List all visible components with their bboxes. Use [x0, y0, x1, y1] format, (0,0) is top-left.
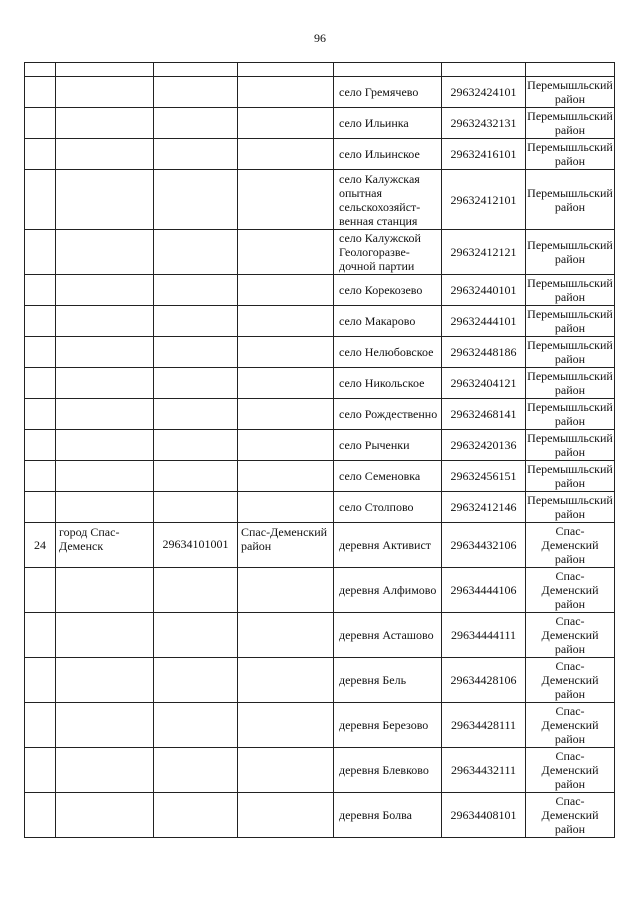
cell: [154, 63, 238, 77]
district-cell: [238, 793, 334, 838]
settlement-cell: село Калужская опытная сельскохозяйст-венная станция: [334, 170, 442, 230]
city-cell: [56, 430, 154, 461]
number-cell: [25, 275, 56, 306]
settlement-cell: деревня Асташово: [334, 613, 442, 658]
okato-cell: [154, 461, 238, 492]
code-cell: 29634408101: [442, 793, 526, 838]
city-cell: [56, 793, 154, 838]
code-cell: 29632468141: [442, 399, 526, 430]
cell: [25, 63, 56, 77]
district-cell: [238, 658, 334, 703]
district-cell: [238, 492, 334, 523]
city-cell: [56, 748, 154, 793]
page-number: 96: [314, 31, 326, 45]
region-cell: Перемышльский район: [526, 230, 615, 275]
region-cell: Перемышльский район: [527, 276, 613, 304]
district-cell: [238, 703, 334, 748]
settlement-cell: село Рыченки: [334, 430, 442, 461]
district-cell: [238, 306, 334, 337]
table-row: [25, 492, 615, 523]
city-cell: [56, 306, 154, 337]
code-cell: 29632444101: [442, 306, 526, 337]
city-cell: [56, 492, 154, 523]
code-cell: 29634444111: [442, 613, 526, 658]
city-cell: [56, 77, 154, 108]
region-cell: Перемышльский район: [527, 338, 613, 366]
city-cell: город Спас-Деменск: [56, 523, 154, 568]
region-cell: Перемышльский район: [527, 109, 613, 137]
okato-cell: [154, 170, 238, 230]
city-cell: [56, 399, 154, 430]
okato-cell: [154, 658, 238, 703]
number-cell: [25, 108, 56, 139]
okato-cell: [154, 275, 238, 306]
district-cell: [238, 170, 334, 230]
cell: [334, 63, 442, 77]
table-row: [25, 461, 615, 492]
code-cell: 29632432131: [442, 108, 526, 139]
number-cell: [25, 568, 56, 613]
cell: [238, 63, 334, 77]
settlement-cell: село Калужской Геологоразве-дочной партии: [334, 230, 442, 275]
district-cell: [238, 139, 334, 170]
code-cell: 29632424101: [442, 77, 526, 108]
okato-cell: [154, 108, 238, 139]
table-row: [25, 430, 615, 461]
number-cell: [25, 170, 56, 230]
table-row: [25, 368, 615, 399]
code-cell: 29634444106: [442, 568, 526, 613]
table-row: [25, 658, 615, 703]
city-cell: [56, 230, 154, 275]
table-body: [25, 63, 615, 838]
region-cell: Спас-Деменский район: [526, 658, 615, 703]
number-cell: [25, 492, 56, 523]
settlement-cell: село Столпово: [334, 492, 442, 523]
district-cell: [238, 368, 334, 399]
header-stub-row: [25, 63, 615, 77]
settlement-cell: деревня Блевково: [334, 748, 442, 793]
region-cell: Перемышльский район: [527, 493, 613, 521]
okato-cell: [154, 793, 238, 838]
code-cell: 29632412121: [442, 230, 526, 275]
okato-cell: 29634101001: [154, 523, 238, 568]
settlement-cell: село Семеновка: [334, 461, 442, 492]
district-cell: [238, 337, 334, 368]
okato-cell: [154, 368, 238, 399]
number-cell: [25, 399, 56, 430]
code-cell: 29632448186: [442, 337, 526, 368]
table-row: [25, 523, 615, 568]
region-cell: Перемышльский район: [527, 140, 613, 168]
table-row: [25, 399, 615, 430]
code-cell: 29634432106: [442, 523, 526, 568]
number-cell: [25, 139, 56, 170]
region-cell: Перемышльский район: [527, 400, 613, 428]
okato-cell: [154, 613, 238, 658]
number-cell: [25, 461, 56, 492]
code-cell: 29632416101: [442, 139, 526, 170]
region-cell: Перемышльский район: [527, 462, 613, 490]
table-row: [25, 230, 615, 275]
number-cell: [25, 306, 56, 337]
city-cell: [56, 108, 154, 139]
code-cell: 29632404121: [442, 368, 526, 399]
table-row: [25, 306, 615, 337]
table-row: [25, 77, 615, 108]
district-cell: Спас-Деменский район: [238, 523, 334, 568]
settlement-cell: деревня Бель: [334, 658, 442, 703]
settlement-cell: село Корекозево: [334, 275, 442, 306]
region-cell: Перемышльский район: [527, 78, 613, 106]
number-cell: [25, 430, 56, 461]
settlement-cell: деревня Болва: [334, 793, 442, 838]
okato-cell: [154, 399, 238, 430]
number-cell: [25, 77, 56, 108]
code-cell: 29632412146: [442, 492, 526, 523]
district-cell: [238, 748, 334, 793]
cell: [526, 63, 615, 77]
settlement-cell: деревня Активист: [334, 523, 442, 568]
number-cell: [25, 230, 56, 275]
table-row: [25, 793, 615, 838]
district-cell: [238, 568, 334, 613]
okato-cell: [154, 492, 238, 523]
district-cell: [238, 275, 334, 306]
okato-cell: [154, 306, 238, 337]
region-cell: Спас-Деменский район: [526, 568, 615, 613]
city-cell: [56, 275, 154, 306]
settlement-cell: село Гремячево: [334, 77, 442, 108]
settlement-cell: село Рождественно: [334, 399, 442, 430]
city-cell: [56, 139, 154, 170]
region-cell: Спас-Деменский район: [526, 793, 615, 838]
code-cell: 29634428111: [442, 703, 526, 748]
city-cell: [56, 368, 154, 399]
region-cell: Перемышльский район: [527, 369, 613, 397]
region-cell: Перемышльский район: [527, 431, 613, 459]
number-cell: [25, 793, 56, 838]
district-cell: [238, 108, 334, 139]
settlement-cell: село Никольское: [334, 368, 442, 399]
settlement-cell: село Нелюбовское: [334, 337, 442, 368]
table-row: [25, 703, 615, 748]
city-cell: [56, 613, 154, 658]
number-cell: [25, 613, 56, 658]
number-cell: [25, 368, 56, 399]
table-row: [25, 275, 615, 306]
table-row: [25, 139, 615, 170]
okato-cell: [154, 703, 238, 748]
region-cell: Спас-Деменский район: [526, 523, 615, 568]
region-cell: Перемышльский район: [526, 170, 615, 230]
district-cell: [238, 230, 334, 275]
region-cell: Спас-Деменский район: [526, 703, 615, 748]
city-cell: [56, 703, 154, 748]
district-cell: [238, 399, 334, 430]
table-row: [25, 337, 615, 368]
code-cell: 29632412101: [442, 170, 526, 230]
number-cell: [25, 337, 56, 368]
number-cell: [25, 748, 56, 793]
okato-cell: [154, 139, 238, 170]
district-cell: [238, 430, 334, 461]
table-row: [25, 748, 615, 793]
code-cell: 29632456151: [442, 461, 526, 492]
okato-cell: [154, 337, 238, 368]
settlements-table: [24, 62, 615, 838]
code-cell: 29632440101: [442, 275, 526, 306]
okato-cell: [154, 748, 238, 793]
number-cell: 24: [25, 523, 56, 568]
settlement-cell: село Ильинское: [334, 139, 442, 170]
district-cell: [238, 77, 334, 108]
city-cell: [56, 337, 154, 368]
table-row: [25, 568, 615, 613]
city-cell: [56, 568, 154, 613]
district-cell: [238, 613, 334, 658]
settlement-cell: село Макарово: [334, 306, 442, 337]
table-row: [25, 108, 615, 139]
number-cell: [25, 658, 56, 703]
cell: [442, 63, 526, 77]
table-row: [25, 613, 615, 658]
city-cell: [56, 658, 154, 703]
cell: [56, 63, 154, 77]
settlement-cell: село Ильинка: [334, 108, 442, 139]
okato-cell: [154, 430, 238, 461]
city-cell: [56, 461, 154, 492]
table-row: [25, 170, 615, 230]
code-cell: 29632420136: [442, 430, 526, 461]
settlement-cell: деревня Алфимово: [334, 568, 442, 613]
number-cell: [25, 703, 56, 748]
okato-cell: [154, 568, 238, 613]
code-cell: 29634428106: [442, 658, 526, 703]
region-cell: Спас-Деменский район: [526, 748, 615, 793]
okato-cell: [154, 230, 238, 275]
settlement-cell: деревня Березово: [334, 703, 442, 748]
region-cell: Перемышльский район: [527, 307, 613, 335]
okato-cell: [154, 77, 238, 108]
region-cell: Спас-Деменский район: [526, 613, 615, 658]
code-cell: 29634432111: [442, 748, 526, 793]
city-cell: [56, 170, 154, 230]
district-cell: [238, 461, 334, 492]
